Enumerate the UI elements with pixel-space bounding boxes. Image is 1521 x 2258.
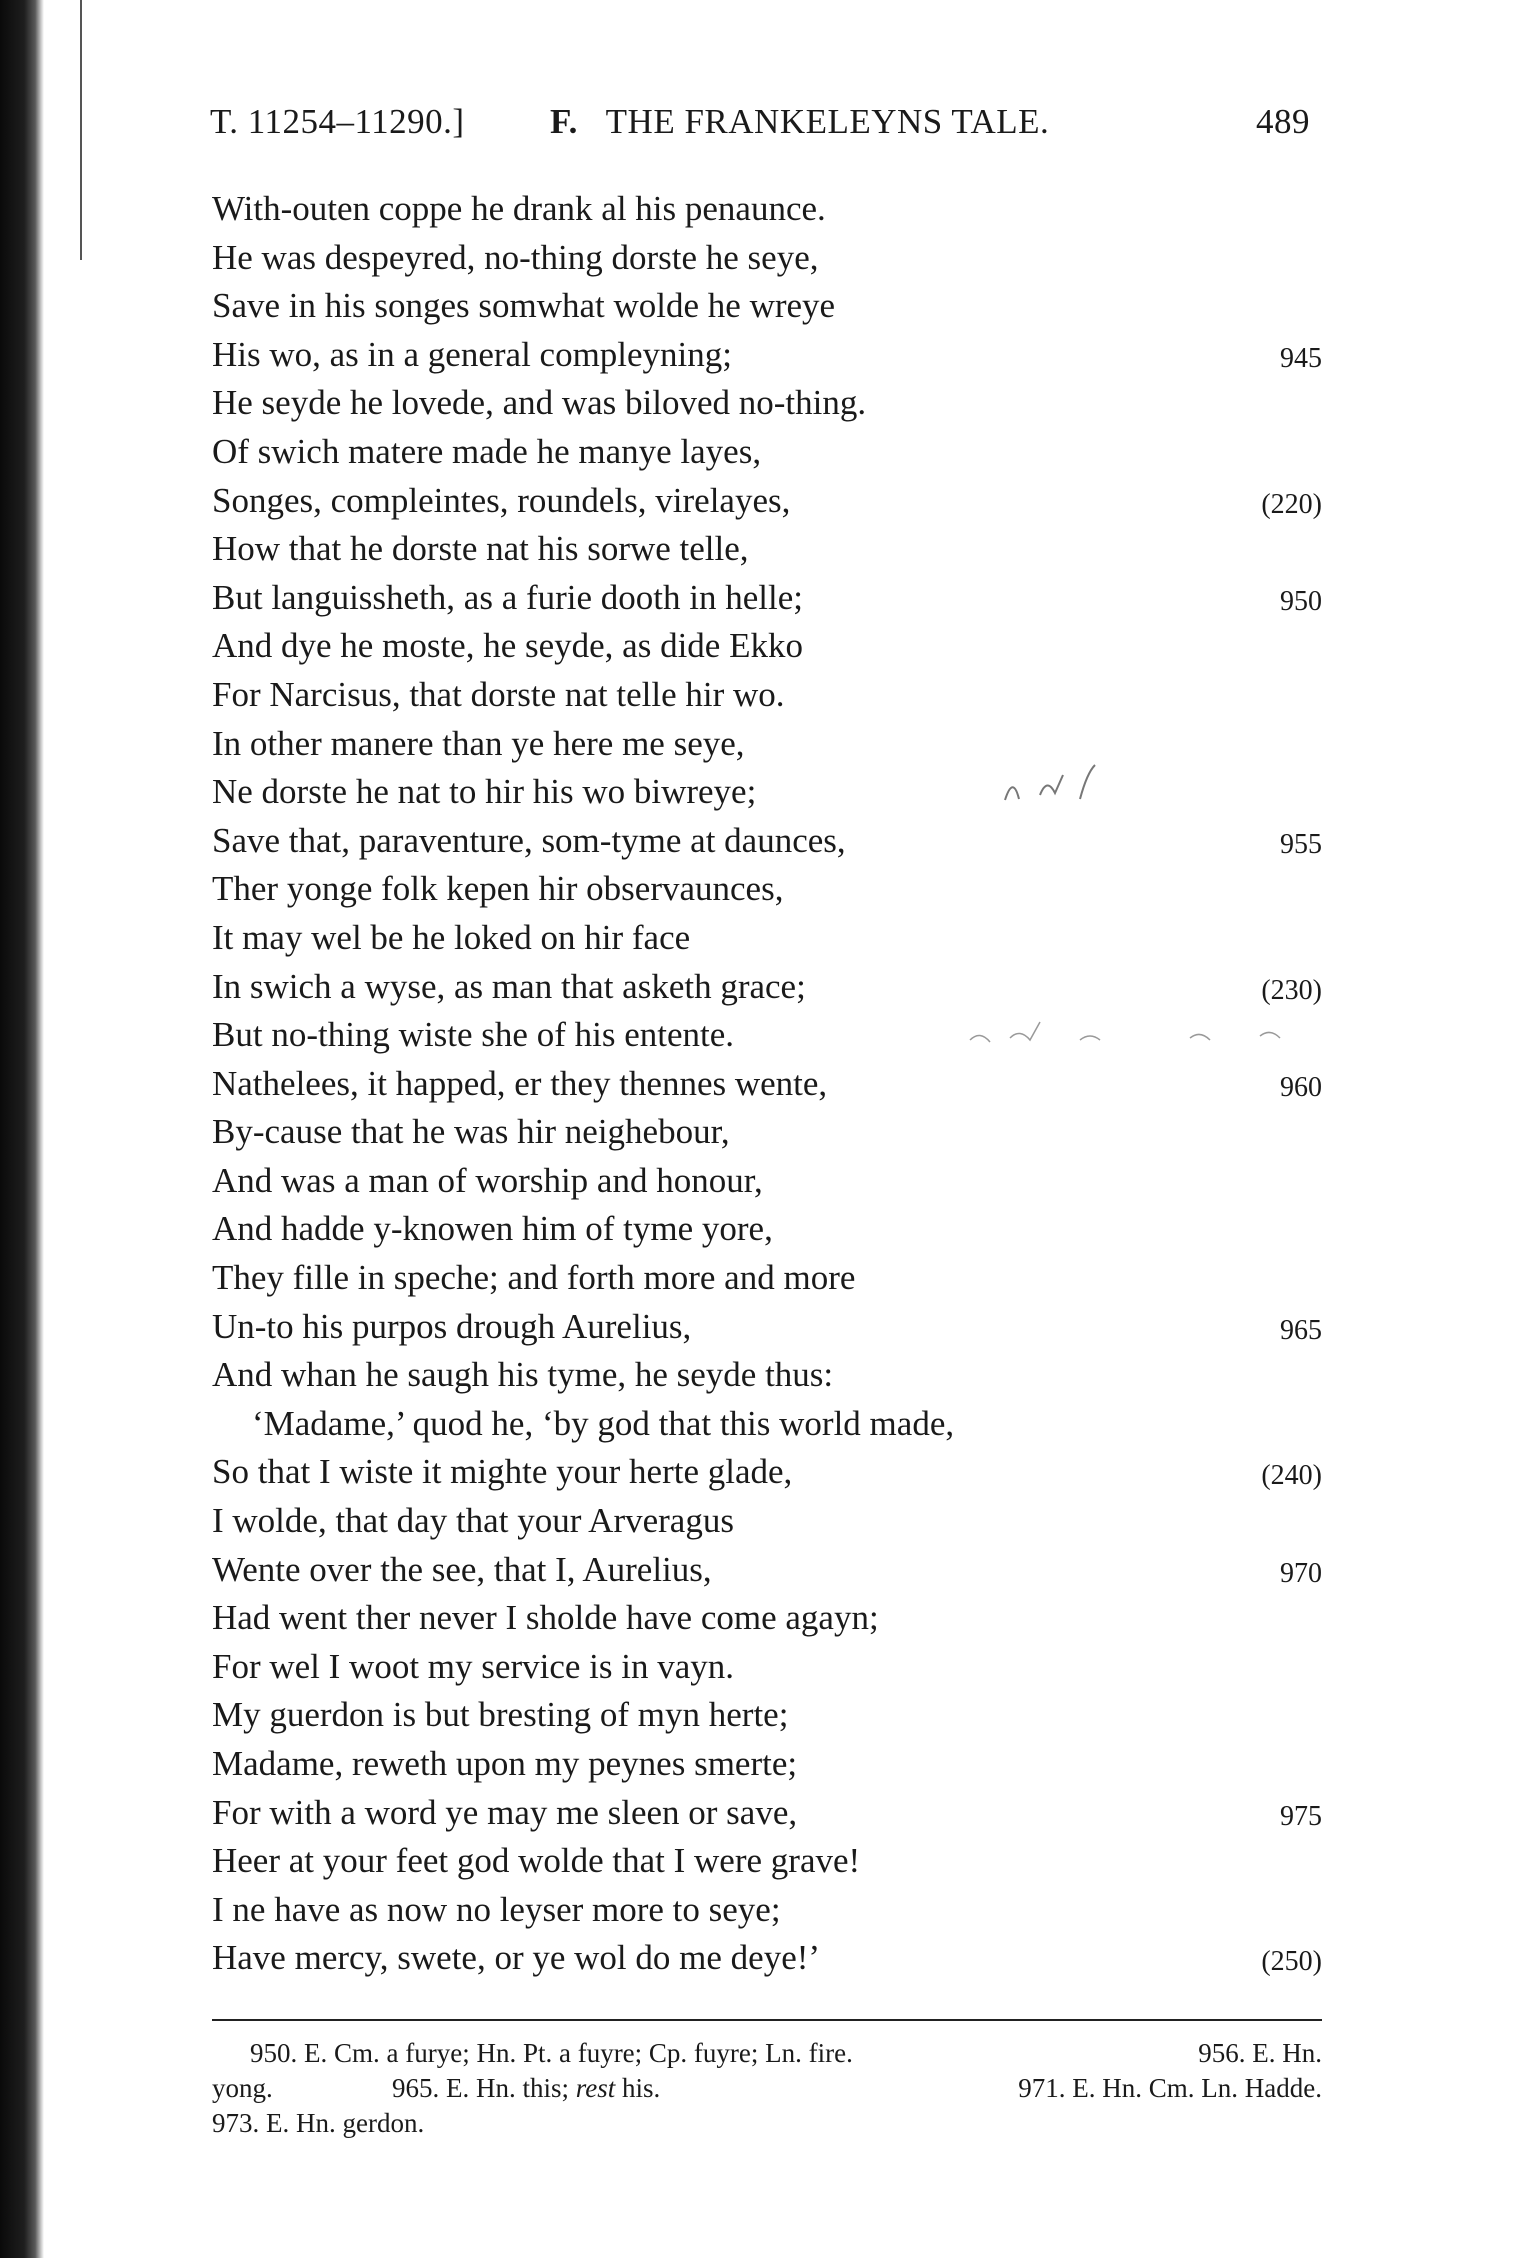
verse-text: Had went ther never I sholde have come agayn; bbox=[212, 1598, 879, 1638]
verse-text: Ne dorste he nat to hir his wo biwreye; bbox=[212, 772, 757, 812]
line-number: 970 bbox=[1280, 1557, 1322, 1589]
verse-text: How that he dorste nat his sorwe telle, bbox=[212, 529, 749, 569]
verse-text: Ther yonge folk kepen hir observaunces, bbox=[212, 869, 784, 909]
verse-text: ‘Madame,’ quod he, ‘by god that this world made, bbox=[252, 1403, 955, 1443]
verse-text: Save that, paraventure, som-tyme at daunces, bbox=[212, 820, 846, 860]
line-number: (240) bbox=[1261, 1460, 1322, 1492]
verse-text: I ne have as now no leyser more to seye; bbox=[212, 1889, 781, 1929]
footnote-line bbox=[212, 2036, 1322, 2071]
verse-text: For wel I woot my service is in vayn. bbox=[212, 1646, 734, 1686]
line-number: 950 bbox=[1280, 585, 1322, 617]
footnote-973: 973. E. Hn. gerdon. bbox=[212, 2108, 425, 2138]
footnote-971: 971. E. Hn. Cm. Ln. Hadde. bbox=[1018, 2073, 1322, 2103]
verse-line bbox=[212, 1497, 1322, 1546]
verse-line bbox=[212, 1303, 1322, 1352]
verse-line bbox=[212, 1254, 1322, 1303]
footnote-divider bbox=[212, 2019, 1322, 2021]
line-number: (230) bbox=[1261, 974, 1322, 1006]
verse-line bbox=[212, 1157, 1322, 1206]
footnotes bbox=[212, 2036, 1322, 2141]
verse-text: And whan he saugh his tyme, he seyde thus: bbox=[212, 1355, 834, 1395]
header-title-group bbox=[550, 102, 1049, 142]
book-binding-shadow bbox=[0, 0, 44, 2258]
verse-line bbox=[212, 720, 1322, 769]
verse-text: And hadde y-knowen him of tyme yore, bbox=[212, 1209, 773, 1249]
verse-line bbox=[212, 331, 1322, 380]
verse-text: Have mercy, swete, or ye wol do me deye!’ bbox=[212, 1938, 821, 1978]
verse-line bbox=[212, 1594, 1322, 1643]
verse-line bbox=[212, 1546, 1322, 1595]
verse-text: His wo, as in a general compleyning; bbox=[212, 334, 733, 374]
line-number: (220) bbox=[1261, 488, 1322, 520]
verse-text: Un-to his purpos drough Aurelius, bbox=[212, 1306, 692, 1346]
verse-line bbox=[212, 428, 1322, 477]
verse-line bbox=[212, 1691, 1322, 1740]
section-letter: F. bbox=[550, 102, 578, 141]
verse-text: Songes, compleintes, roundels, virelayes, bbox=[212, 480, 791, 520]
verse-line bbox=[212, 817, 1322, 866]
verse-text: Madame, reweth upon my peynes smerte; bbox=[212, 1744, 798, 1783]
verse-text: For Narcisus, that dorste nat telle hir wo. bbox=[212, 674, 785, 714]
verse-text: In other manere than ye here me seye, bbox=[212, 723, 745, 763]
tale-title: THE FRANKELEYNS TALE. bbox=[605, 102, 1050, 141]
verse-text: In swich a wyse, as man that asketh grace; bbox=[212, 966, 806, 1006]
verse-line bbox=[212, 1108, 1322, 1157]
verse-text: And was a man of worship and honour, bbox=[212, 1160, 763, 1200]
verse-line bbox=[212, 1789, 1322, 1838]
verse-line bbox=[212, 622, 1322, 671]
verse-text: And dye he moste, he seyde, as dide Ekko bbox=[212, 626, 803, 666]
verse-text: I wolde, that day that your Arveragus bbox=[212, 1501, 734, 1541]
page-edge-line bbox=[80, 0, 82, 260]
verse-line bbox=[212, 1643, 1322, 1692]
verse-line bbox=[212, 1934, 1322, 1983]
verse-line bbox=[212, 379, 1322, 428]
line-number: 955 bbox=[1280, 828, 1322, 860]
running-header bbox=[210, 102, 1310, 162]
verse-text: For with a word ye may me sleen or save, bbox=[212, 1792, 798, 1832]
verse-text: By-cause that he was hir neighebour, bbox=[212, 1112, 730, 1152]
footnote-965: 965. E. Hn. this; rest his. bbox=[392, 2073, 661, 2103]
verse-line bbox=[212, 865, 1322, 914]
footnote-line bbox=[212, 2106, 1322, 2141]
verse-line bbox=[212, 1448, 1322, 1497]
verse-text: He was despeyred, no-thing dorste he seye, bbox=[212, 237, 819, 277]
verse-line bbox=[212, 1205, 1322, 1254]
verse-text: My guerdon is but bresting of myn herte; bbox=[212, 1695, 789, 1735]
footnote-956-end: yong. bbox=[212, 2073, 273, 2103]
verse-text: So that I wiste it mighte your herte glade, bbox=[212, 1452, 793, 1492]
verse-text: Wente over the see, that I, Aurelius, bbox=[212, 1549, 712, 1589]
verse-line bbox=[212, 185, 1322, 234]
line-number: 945 bbox=[1280, 342, 1322, 374]
line-number: (250) bbox=[1261, 1946, 1322, 1978]
verse-line bbox=[212, 1351, 1322, 1400]
verse-text: He seyde he lovede, and was biloved no-thing. bbox=[212, 383, 867, 423]
verse-text: With-outen coppe he drank al his penaunce. bbox=[212, 189, 826, 228]
page-number: 489 bbox=[1256, 102, 1310, 141]
verse-line bbox=[212, 1011, 1322, 1060]
verse-text: But no-thing wiste she of his entente. bbox=[212, 1015, 735, 1055]
verse-line bbox=[212, 477, 1322, 526]
verse-line bbox=[212, 1060, 1322, 1109]
verse-text: But languissheth, as a furie dooth in helle; bbox=[212, 577, 804, 617]
verse-line bbox=[212, 768, 1322, 817]
verse-text: Nathelees, it happed, er they thennes wente, bbox=[212, 1063, 828, 1103]
verse-line bbox=[212, 1837, 1322, 1886]
verse-text: Save in his songes somwhat wolde he wreye bbox=[212, 286, 836, 326]
verse-line bbox=[212, 1886, 1322, 1935]
footnote-950: 950. E. Cm. a furye; Hn. Pt. a fuyre; Cp. fuyre; Ln. fire. bbox=[250, 2038, 853, 2068]
verse-text: They fille in speche; and forth more and more bbox=[212, 1258, 856, 1298]
verse-text: It may wel be he loked on hir face bbox=[212, 917, 691, 957]
verse-line bbox=[212, 671, 1322, 720]
line-number: 975 bbox=[1280, 1800, 1322, 1832]
verse-text: Heer at your feet god wolde that I were grave! bbox=[212, 1841, 861, 1881]
verse-line bbox=[212, 574, 1322, 623]
verse-line bbox=[212, 963, 1322, 1012]
line-number: 965 bbox=[1280, 1314, 1322, 1346]
verse-line bbox=[212, 234, 1322, 283]
footnote-956-start: 956. E. Hn. bbox=[1198, 2038, 1322, 2068]
verse-line bbox=[212, 282, 1322, 331]
line-range: T. 11254–11290.] bbox=[210, 102, 465, 141]
poem-text bbox=[212, 185, 1322, 1983]
line-number: 960 bbox=[1280, 1071, 1322, 1103]
verse-line bbox=[212, 525, 1322, 574]
verse-line bbox=[212, 1400, 1322, 1449]
verse-text: Of swich matere made he manye layes, bbox=[212, 431, 762, 471]
verse-line bbox=[212, 1740, 1322, 1789]
verse-line bbox=[212, 914, 1322, 963]
footnote-line bbox=[212, 2071, 1322, 2106]
